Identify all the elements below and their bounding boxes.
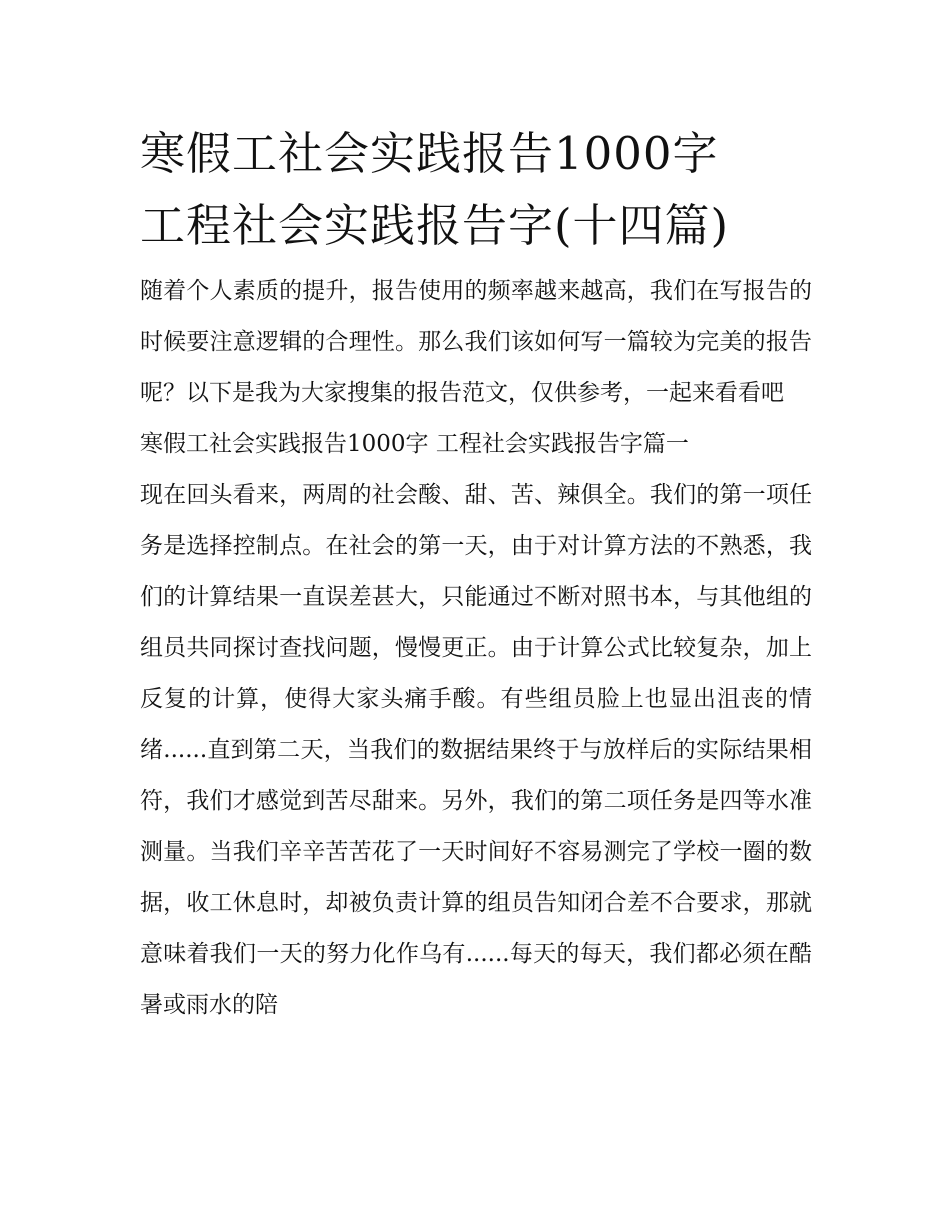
document-page <box>140 118 812 1031</box>
title-line-2: 工程社会实践报告字(十四篇) <box>140 199 730 252</box>
body-paragraph: 现在回头看来，两周的社会酸、甜、苦、辣俱全。我们的第一项任务是选择控制点。在社会的第一天，由于对计算方法的不熟悉，我们的计算结果一直误差甚大，只能通过不断对照书本，与其他组的组员共同探讨查找问题，慢慢更正。由于计算公式比较复杂，加上反复的计算，使得大家头痛手酸。有些组员脸上也显出沮丧的情绪......直到第二天，当我们的数据结果终于与放样后的实际结果相符，我们才感觉到苦尽甜来。另外，我们的第二项任务是四等水准测量。当我们辛辛苦苦花了一天时间好不容易测完了学校一圈的数据，收工休息时，却被负责计算的组员告知闭合差不合要求，那就意味着我们一天的努力化作乌有......每天的每天，我们都必须在酷暑或雨水的陪 <box>140 482 812 1018</box>
intro-paragraph: 随着个人素质的提升，报告使用的频率越来越高，我们在写报告的时候要注意逻辑的合理性。那么我们该如何写一篇较为完美的报告呢？以下是我为大家搜集的报告范文，仅供参考，一起来看看吧 <box>140 278 812 406</box>
document-title <box>140 118 812 262</box>
section-heading: 寒假工社会实践报告1000字 工程社会实践报告字篇一 <box>140 431 689 457</box>
title-line-1: 寒假工社会实践报告1000字 <box>140 127 719 180</box>
